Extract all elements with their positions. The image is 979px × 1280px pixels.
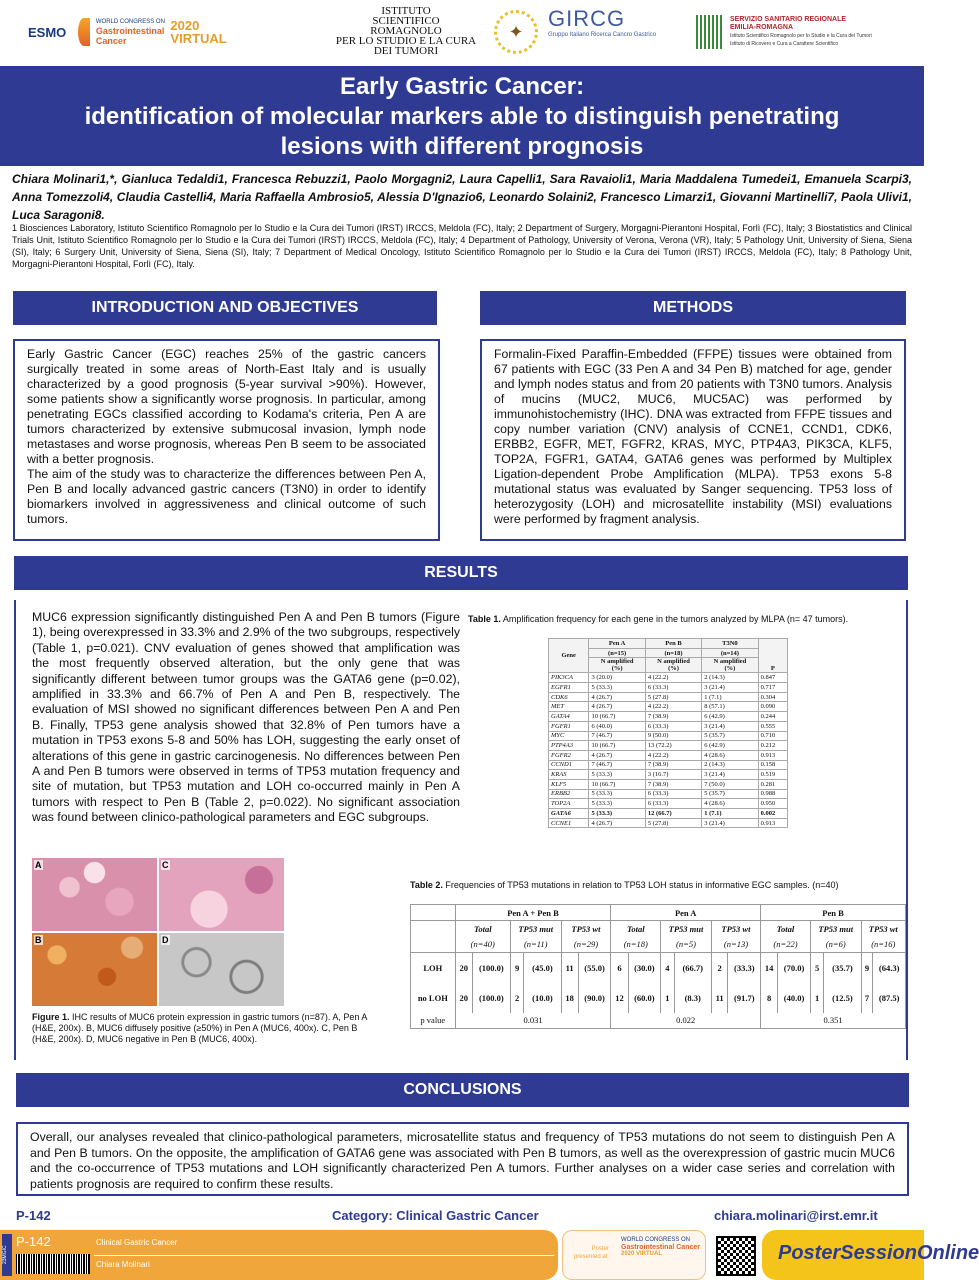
bottom-category: Clinical Gastric Cancer: [96, 1238, 178, 1247]
table2-cell: (64.3): [873, 953, 906, 983]
table2-n: (n=18): [611, 937, 661, 953]
table2-cell: 18: [561, 983, 578, 1013]
table1-value-cell: 10 (66.7): [589, 779, 645, 789]
table2-cell: (87.5): [873, 983, 906, 1013]
table2-n: (n=5): [661, 937, 712, 953]
table2-p-label: p value: [411, 1013, 456, 1029]
table2-col-header: TP53 wt: [861, 921, 905, 937]
ssr-line1: SERVIZIO SANITARIO REGIONALE: [730, 16, 847, 23]
table2-blank: [411, 921, 456, 937]
table1-value-cell: 4 (26.7): [589, 818, 645, 828]
table1-value-cell: 0.717: [758, 683, 787, 693]
table2-cell: 12: [611, 983, 628, 1013]
table1-caption: [468, 614, 904, 625]
ihc-figure: [32, 858, 284, 1006]
table2-col-header: Total: [611, 921, 661, 937]
table1-value-cell: 5 (33.3): [589, 770, 645, 780]
table2-corner: [411, 905, 456, 921]
table1-value-cell: 5 (33.3): [589, 789, 645, 799]
esmo-mark: ESMO: [28, 24, 67, 40]
bottom-bar: [0, 1230, 979, 1280]
table2-col-header: TP53 mut: [661, 921, 712, 937]
results-heading: RESULTS: [14, 556, 908, 590]
table1-row: [549, 673, 788, 683]
table2-cell: 2: [711, 953, 728, 983]
title-line1: Early Gastric Cancer:: [339, 73, 585, 100]
table2-n: (n=11): [510, 937, 561, 953]
ssr-line2: EMILIA-ROMAGNA: [730, 24, 793, 31]
irst-logo: [306, 6, 506, 58]
table1-value-cell: 0.304: [758, 692, 787, 702]
methods-text: Formalin-Fixed Paraffin-Embedded (FFPE) tissues were obtained from 67 patients with EGC (33 Pen A and 34 Pen B) matched for age, gender and lymph nodes status and from 20 patients with T3N0 tumors. Analysis of mucins (MUC2, MUC6, MUC5AC) was performed by immunohistochemistry (IHC). DNA was extracted from FFPE tissues and copy number variation (CNV) analysis of CCNE1, CCND1, CDK6, ERBB2, EGFR, MET, FGFR2, KRAS, MYC, PTP4A3, PIK3CA, KLF5, TOP2A, FGFR1, GATA4, GATA6 genes was performed by Multiplex Ligation-dependent Probe Amplification (MLPA). TP53 exons 5-8 mutational status was evaluated by Sanger sequencing. TP53 loss of heterozygosity (LOH) and microsatellite instability (MSI) evaluations were performed by fragment analysis.: [494, 347, 892, 526]
ssr-line4: Istituto di Ricovero e Cura a Carattere Scientifico: [730, 41, 839, 47]
table1-value-cell: 3 (21.4): [702, 770, 758, 780]
table1-value-cell: 6 (33.3): [645, 721, 701, 731]
presented-at-badge: [562, 1230, 706, 1280]
table2-cell: (66.7): [674, 953, 711, 983]
table2-p-value: 0.031: [455, 1013, 611, 1029]
methods-box: [480, 339, 906, 541]
table1-sub-pena: N amplified (%): [589, 658, 645, 673]
table2-cell: 11: [711, 983, 728, 1013]
table1-row: [549, 712, 788, 722]
table1-gene-cell: CCNE1: [549, 818, 589, 828]
table1-value-cell: 13 (72.2): [645, 741, 701, 751]
table2-cell: (91.7): [728, 983, 761, 1013]
conclusions-box: [16, 1122, 909, 1196]
table1: [548, 638, 788, 828]
table1-value-cell: 0.281: [758, 779, 787, 789]
table1-value-cell: 7 (38.9): [645, 779, 701, 789]
esmo-event-line2: Gastrointestinal Cancer: [95, 25, 165, 46]
table2-n: (n=16): [861, 937, 905, 953]
table2-blank: [411, 937, 456, 953]
table1-value-cell: 7 (50.0): [702, 779, 758, 789]
table2-col-header: TP53 wt: [711, 921, 760, 937]
table1-gene-cell: KLF5: [549, 779, 589, 789]
table2-cell: 6: [611, 953, 628, 983]
table1-value-cell: 4 (26.7): [589, 692, 645, 702]
table2-cell: 9: [861, 953, 873, 983]
ssr-logo: [696, 6, 906, 58]
table2-cell: 1: [661, 983, 674, 1013]
table2-cell: 5: [810, 953, 823, 983]
table2-cell: 14: [761, 953, 778, 983]
gircg-subtitle: Gruppo Italiano Ricerca Cancro Gastrico: [548, 32, 657, 38]
table1-value-cell: 5 (35.7): [702, 789, 758, 799]
table1-gene-cell: CCND1: [549, 760, 589, 770]
table1-value-cell: 5 (33.3): [589, 683, 645, 693]
results-text: MUC6 expression significantly distinguished Pen A and Pen B tumors (Figure 1), being overexpressed in 33.3% and 2.9% of the two subgroups, respectively (Table 1, p=0.021). CNV evaluation of genes showed that amplification was the most frequently observed alteration, but the only gene that was significantly different between tumor groups was the GATA6 gene (p=0.02), amplified in 33.3% and 66.7% of Pen A and Pen B, respectively. The evaluation of MSI showed no significant differences between Pen A and Pen B. Finally, TP53 gene analysis showed that 32.8% of Pen tumors have a mutation in TP53 exons 5-8 and 50% has LOH, suggesting the early onset of alterations of this gene in gastric carcinogenesis. No differences between Pen A and Pen B tumors were observed in terms of TP53 mutation frequency and site of mutation, but TP53 mutation and LOH co-occurred mainly in Pen A tumors with respect to Pen B (Table 2, p=0.022). No significant association was found between clinico-pathological parameters and EGC subgroups.: [32, 610, 460, 825]
gircg-logo: [548, 6, 688, 58]
vertical-code: 23MGIC: [2, 1234, 12, 1276]
table2-col-header: TP53 mut: [510, 921, 561, 937]
table1-value-cell: 0.555: [758, 721, 787, 731]
irst-line: ROMAGNOLO: [370, 25, 442, 37]
table1-value-cell: 2 (14.3): [702, 760, 758, 770]
intro-paragraph-1: Early Gastric Cancer (EGC) reaches 25% of the gastric cancers surgically treated in some areas of North-East Italy and is usually characterized by a good prognosis (5-year survival >90%). However, some patients show a significantly worse prognosis. In particular, among penetrating EGCs classified according to Kodama's criteria, Pen A are tumors characterized by extensive submucosal invasion, lymph node metastases and worse prognosis, whereas Pen B seem to be associated with a better prognosis.: [27, 347, 426, 466]
bottom-poster-id: P-142: [16, 1234, 51, 1249]
table1-value-cell: 0.002: [758, 809, 787, 819]
intro-heading: INTRODUCTION AND OBJECTIVES: [13, 291, 437, 325]
table1-header-pena: Pen A: [589, 639, 645, 649]
table2-caption-label: Table 2.: [410, 880, 443, 890]
table1-row: [549, 809, 788, 819]
table2-col-header: TP53 mut: [810, 921, 861, 937]
table1-row: [549, 760, 788, 770]
esmo-year: 2020 VIRTUAL: [170, 18, 227, 46]
irst-line: SCIENTIFICO: [372, 15, 440, 27]
table1-value-cell: 7 (38.9): [645, 712, 701, 722]
table2-cell: (70.0): [778, 953, 811, 983]
table2-p-value: 0.351: [761, 1013, 906, 1029]
table1-value-cell: 7 (46.7): [589, 760, 645, 770]
table2-p-value: 0.022: [611, 1013, 761, 1029]
ihc-panel-a: A: [32, 858, 157, 931]
table2-group-header: Pen A: [611, 905, 761, 921]
table1-value-cell: 0.244: [758, 712, 787, 722]
table1-value-cell: 0.950: [758, 799, 787, 809]
table1-row: [549, 731, 788, 741]
postersessiononline-logo[interactable]: PosterSessionOnline: [762, 1230, 924, 1280]
table1-value-cell: 4 (28.6): [702, 750, 758, 760]
table1-value-cell: 0.913: [758, 750, 787, 760]
title-line2: identification of molecular markers able to distinguish penetrating: [84, 103, 840, 130]
figure1-caption-label: Figure 1.: [32, 1012, 70, 1022]
table1-value-cell: 0.158: [758, 760, 787, 770]
esmo-congress-logo: [28, 6, 244, 58]
table1-value-cell: 3 (21.4): [702, 818, 758, 828]
table2-cell: 1: [810, 983, 823, 1013]
table2-cell: (12.5): [824, 983, 861, 1013]
table1-header-penb: Pen B: [645, 639, 701, 649]
table2-row-label: no LOH: [411, 983, 456, 1013]
table1-row: [549, 741, 788, 751]
irst-line: ISTITUTO: [381, 5, 431, 17]
table1-value-cell: 9 (50.0): [645, 731, 701, 741]
table2-cell: 11: [561, 953, 578, 983]
table1-value-cell: 6 (40.0): [589, 721, 645, 731]
table1-row: [549, 799, 788, 809]
table2-cell: (45.0): [524, 953, 561, 983]
author-list: Chiara Molinari1,*, Gianluca Tedaldi1, Francesca Rebuzzi1, Paolo Morgagni2, Laura Capelli1, Sara Ravaioli1, Maria Maddalena Tumedei1, Emanuela Scarpi3, Anna Tomezzoli4, Claudia Castelli4, Maria Raffaella Ambrosio5, Alessia D'Ignazio6, Leonardo Solaini2, Francesco Limarzi1, Giovanni Martinelli7, Paola Ulivi1, Luca Saragoni8.: [12, 172, 912, 222]
bottom-bar-info: [0, 1230, 558, 1280]
table1-row: [549, 702, 788, 712]
conclusions-text: Overall, our analyses revealed that clinico-pathological parameters, microsatellite status and frequency of TP53 mutations do not seem to distinguish Pen A and Pen B tumors. On the opposite, the amplification of GATA6 gene was associated with Pen B tumors, as well as the overexpression of gastric mucin MUC6 and the co-occurrence of TP53 mutations and LOH significantly characterized Pen A tumors. Further analyses on a wider case series and correlation with patients prognosis are required to confirm these results.: [30, 1130, 895, 1191]
table1-sub-penb: N amplified (%): [645, 658, 701, 673]
table1-gene-cell: ERBB2: [549, 789, 589, 799]
table2-caption: [410, 880, 910, 891]
table1-gene-cell: EGFR1: [549, 683, 589, 693]
table1-value-cell: 5 (33.3): [589, 799, 645, 809]
table1-gene-cell: GATA4: [549, 712, 589, 722]
table2-cell: (8.3): [674, 983, 711, 1013]
table2-n: (n=22): [761, 937, 811, 953]
table1-value-cell: 8 (57.1): [702, 702, 758, 712]
table1-gene-cell: PIK3CA: [549, 673, 589, 683]
table2-cell: 2: [510, 983, 523, 1013]
table2-cell: (60.0): [628, 983, 661, 1013]
table2-cell: 20: [455, 953, 472, 983]
conclusions-heading: CONCLUSIONS: [16, 1073, 909, 1107]
table1-value-cell: 0.710: [758, 731, 787, 741]
table1-row: [549, 789, 788, 799]
qr-code-icon[interactable]: [716, 1236, 756, 1276]
table2-cell: (100.0): [472, 953, 510, 983]
esmo-ring-icon: [78, 18, 90, 46]
table1-value-cell: 0.988: [758, 789, 787, 799]
table1-row: [549, 779, 788, 789]
table2-col-header: Total: [761, 921, 811, 937]
table1-value-cell: 7 (46.7): [589, 731, 645, 741]
table2-group-header: Pen A + Pen B: [455, 905, 611, 921]
figure1-caption: [32, 1012, 372, 1045]
ssr-line3: Istituto Scientifico Romagnolo per lo Studio e la Cura dei Tumori: [730, 33, 872, 39]
table2-cell: (90.0): [578, 983, 611, 1013]
table2-row-label: LOH: [411, 953, 456, 983]
footer-poster-id: P-142: [16, 1208, 51, 1223]
footer-email[interactable]: chiara.molinari@irst.emr.it: [714, 1208, 878, 1223]
intro-paragraph-2: The aim of the study was to characterize the differences between Pen A, Pen B and locally advanced gastric cancers (T3N0) in order to identify biomarkers involved in aggressiveness and clinical outcome of such tumors.: [27, 467, 426, 526]
table2-group-header: Pen B: [761, 905, 906, 921]
table1-value-cell: 4 (26.7): [589, 702, 645, 712]
presented-at-label: Poster presented at:: [573, 1246, 609, 1260]
table2-cell: (100.0): [472, 983, 510, 1013]
table2-cell: (35.7): [824, 953, 861, 983]
table2-caption-text: Frequencies of TP53 mutations in relation to TP53 LOH status in informative EGC samples. (n=40): [445, 880, 839, 890]
table1-value-cell: 4 (28.6): [702, 799, 758, 809]
table1-gene-cell: TOP2A: [549, 799, 589, 809]
logo-strip: [0, 0, 924, 64]
esmo-event-line1: WORLD CONGRESS ON: [95, 18, 165, 25]
ihc-panel-d: D: [159, 933, 284, 1006]
table1-header-p: P: [758, 639, 787, 673]
table1-value-cell: 5 (27.8): [645, 692, 701, 702]
table1-gene-cell: FGFR1: [549, 721, 589, 731]
table2-cell: 9: [510, 953, 523, 983]
table1-gene-cell: CDK6: [549, 692, 589, 702]
footer-category: Category: Clinical Gastric Cancer: [332, 1208, 539, 1223]
event-logo: WORLD CONGRESS ON Gastrointestinal Cancer 2020 VIRTUAL: [621, 1237, 700, 1257]
table1-gene-cell: PTP4A3: [549, 741, 589, 751]
methods-heading: METHODS: [480, 291, 906, 325]
ssr-grid-icon: [696, 15, 724, 49]
table1-value-cell: 5 (33.3): [589, 809, 645, 819]
table1-value-cell: 0.913: [758, 818, 787, 828]
table2-cell: (10.0): [524, 983, 561, 1013]
table1-n-t3n0: (n=14): [702, 648, 758, 658]
table1-value-cell: 1 (7.1): [702, 809, 758, 819]
gircg-name: GIRCG: [548, 6, 626, 31]
table1-caption-text: Amplification frequency for each gene in the tumors analyzed by MLPA (n= 47 tumors).: [502, 614, 849, 624]
table1-value-cell: 6 (42.9): [702, 712, 758, 722]
bottom-divider: [94, 1255, 554, 1256]
table1-value-cell: 4 (26.7): [589, 750, 645, 760]
table1-value-cell: 6 (33.3): [645, 789, 701, 799]
irst-line: DEI TUMORI: [373, 45, 439, 57]
figure1-caption-text: IHC results of MUC6 protein expression in gastric tumors (n=87). A, Pen A (H&E, 200x). B, MUC6 diffusely positive (≥50%) in Pen A (MUC6, 400x). C, Pen B (H&E, 200x). D, MUC6 negative in Pen B (MUC6, 400x).: [32, 1012, 367, 1044]
table1-value-cell: 2 (14.3): [702, 673, 758, 683]
table2-cell: (30.0): [628, 953, 661, 983]
table1-value-cell: 4 (22.2): [645, 673, 701, 683]
table1-value-cell: 4 (22.2): [645, 702, 701, 712]
table1-n-pena: (n=15): [589, 648, 645, 658]
table1-sub-t3n0: N amplified (%): [702, 658, 758, 673]
table1-row: [549, 692, 788, 702]
table1-value-cell: 3 (16.7): [645, 770, 701, 780]
affiliations: 1 Biosciences Laboratory, Istituto Scientifico Romagnolo per lo Studio e la Cura dei Tumori (IRST) IRCCS, Meldola (FC), Italy; 2 Department of Surgery, Morgagni-Pierantoni Hospital, Forlì (FC), Italy; 3 Biostatistics and Clinical Trials Unit, Istituto Scientifico Romagnolo per lo Studio e la Cura dei Tumori (IRST) IRCCS, Meldola (FC), Italy; 4 Department of Pathology, University of Verona, Verona (VR), Italy; 5 Pathology Unit, University of Siena, Siena (SI), Italy; 6 Surgery Unit, University of Siena, Siena (SI), Italy; 7 Department of Medical Oncology, Istituto Scientifico Romagnolo per lo Studio e la Cura dei Tumori (IRST) IRCCS, Meldola (FC), Italy; 8 Pathology Unit, Morgagni-Pierantoni Hospital, Forlì (FC), Italy.: [12, 223, 912, 269]
table1-value-cell: 3 (21.4): [702, 683, 758, 693]
bottom-author: Chiara Molinari: [96, 1260, 150, 1269]
title-band: [0, 66, 924, 166]
table1-row: [549, 721, 788, 731]
table1-value-cell: 6 (42.9): [702, 741, 758, 751]
table1-gene-cell: MYC: [549, 731, 589, 741]
irst-line: PER LO STUDIO E LA CURA: [335, 35, 477, 47]
table1-row: [549, 770, 788, 780]
title-line3: lesions with different prognosis: [280, 133, 644, 160]
table1-gene-cell: FGFR2: [549, 750, 589, 760]
table1-row: [549, 750, 788, 760]
table1-value-cell: 6 (33.3): [645, 799, 701, 809]
table1-value-cell: 0.847: [758, 673, 787, 683]
seal-logo: [494, 6, 540, 58]
table1-value-cell: 10 (66.7): [589, 741, 645, 751]
table2-cell: (33.3): [728, 953, 761, 983]
table1-value-cell: 10 (66.7): [589, 712, 645, 722]
table1-header-gene: Gene: [549, 639, 589, 673]
table1-header-t3n0: T3N0: [702, 639, 758, 649]
table2-cell: 4: [661, 953, 674, 983]
table2-cell: 8: [761, 983, 778, 1013]
table1-caption-label: Table 1.: [468, 614, 501, 624]
table2: [410, 904, 906, 1029]
table1-value-cell: 0.212: [758, 741, 787, 751]
table2-cell: (55.0): [578, 953, 611, 983]
table1-gene-cell: GATA6: [549, 809, 589, 819]
table1-gene-cell: MET: [549, 702, 589, 712]
table2-n: (n=6): [810, 937, 861, 953]
stars-seal-icon: ✦: [494, 10, 538, 54]
table2-cell: 20: [455, 983, 472, 1013]
table2-cell: (40.0): [778, 983, 811, 1013]
table1-value-cell: 6 (33.3): [645, 683, 701, 693]
table1-value-cell: 12 (66.7): [645, 809, 701, 819]
table1-value-cell: 0.090: [758, 702, 787, 712]
table1-gene-cell: KRAS: [549, 770, 589, 780]
table1-value-cell: 0.519: [758, 770, 787, 780]
table1-row: [549, 818, 788, 828]
table1-value-cell: 5 (35.7): [702, 731, 758, 741]
table2-cell: 7: [861, 983, 873, 1013]
table1-value-cell: 5 (27.8): [645, 818, 701, 828]
table1-value-cell: 3 (20.0): [589, 673, 645, 683]
table2-n: (n=13): [711, 937, 760, 953]
table2-col-header: TP53 wt: [561, 921, 611, 937]
table2-n: (n=40): [455, 937, 510, 953]
intro-box: [13, 339, 440, 541]
ihc-panel-b: B: [32, 933, 157, 1006]
table2-col-header: Total: [455, 921, 510, 937]
ihc-panel-c: C: [159, 858, 284, 931]
barcode-icon: [16, 1254, 90, 1274]
table1-value-cell: 4 (22.2): [645, 750, 701, 760]
table2-n: (n=29): [561, 937, 611, 953]
table1-value-cell: 1 (7.1): [702, 692, 758, 702]
table1-row: [549, 683, 788, 693]
table1-value-cell: 7 (38.9): [645, 760, 701, 770]
table1-n-penb: (n=18): [645, 648, 701, 658]
table1-value-cell: 3 (21.4): [702, 721, 758, 731]
